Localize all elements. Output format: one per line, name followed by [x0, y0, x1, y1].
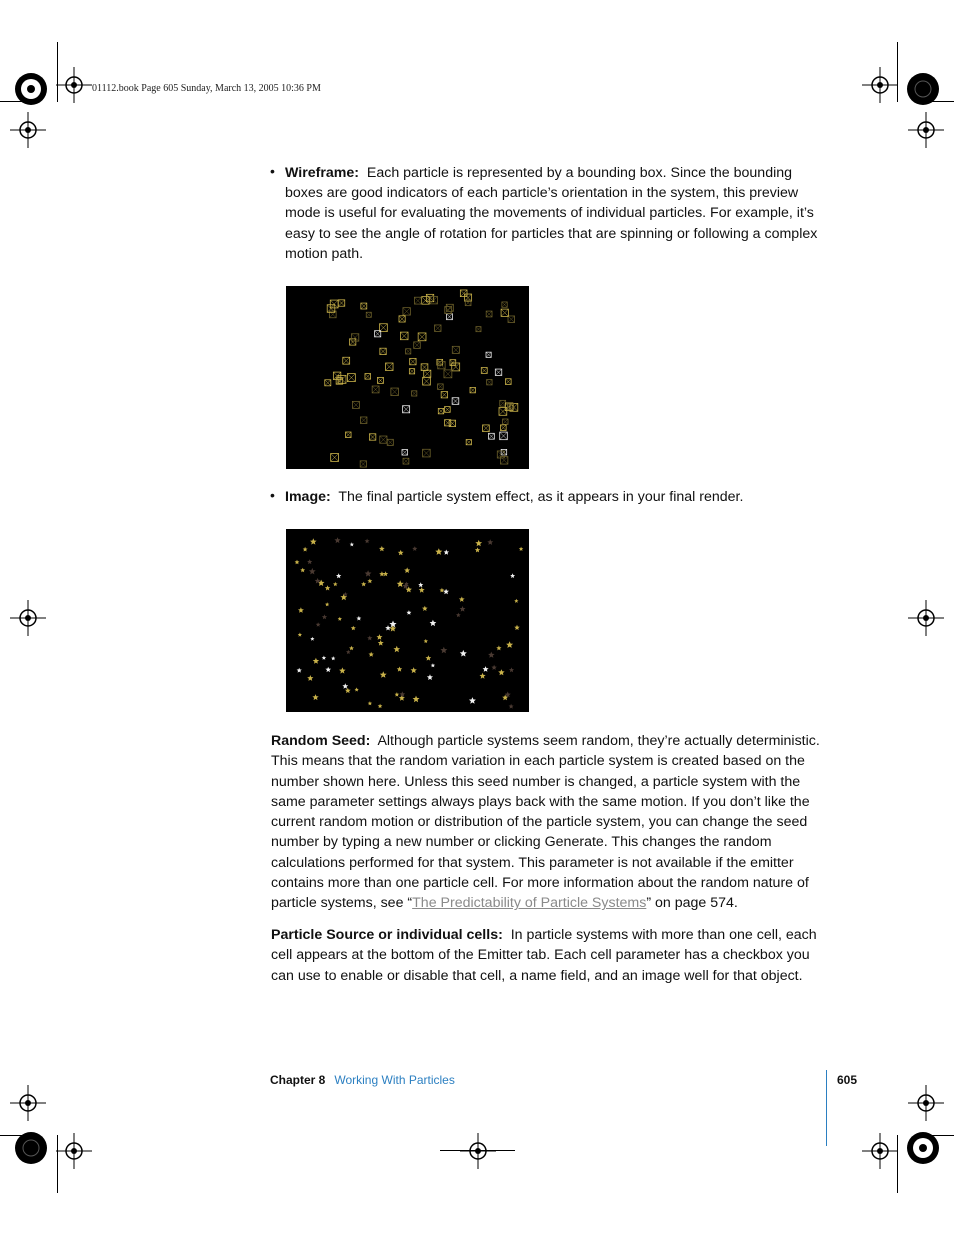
registration-target-icon	[10, 1085, 46, 1121]
print-header: 01112.book Page 605 Sunday, March 13, 2005 10:36 PM	[92, 83, 321, 94]
wireframe-particle	[360, 417, 366, 423]
footer-chapter	[270, 1073, 455, 1087]
star-particle	[440, 647, 447, 654]
wireframe-particle	[449, 420, 455, 426]
star-particle	[435, 548, 442, 555]
wireframe-particle	[372, 386, 379, 393]
wireframe-particle	[387, 439, 393, 445]
bullet-wireframe	[270, 163, 830, 264]
star-particle	[440, 588, 445, 593]
chapter-title-link[interactable]: Working With Particles	[334, 1073, 455, 1087]
star-particle	[488, 652, 495, 658]
random-seed-paragraph	[271, 731, 831, 914]
wireframe-particle	[352, 401, 359, 408]
star-particle	[377, 634, 383, 640]
star-particle	[395, 692, 400, 697]
wireframe-particle	[375, 331, 381, 337]
star-particle	[333, 582, 338, 586]
wireframe-particle	[369, 434, 375, 440]
star-particle	[491, 665, 496, 670]
wireframe-particle	[441, 392, 447, 398]
bullet-dot: •	[270, 163, 275, 179]
star-particle	[443, 589, 449, 595]
star-particle	[418, 582, 423, 587]
wireframe-particle	[495, 369, 501, 375]
wireframe-particle	[418, 333, 426, 341]
wireframe-particle	[330, 300, 338, 308]
wireframe-particle	[414, 342, 421, 349]
star-particle	[514, 625, 519, 630]
paragraph-tail: ” on page 574.	[646, 895, 738, 912]
star-particle	[475, 547, 480, 552]
bullet-text	[285, 487, 830, 507]
star-particle	[309, 568, 316, 575]
star-particle	[509, 667, 514, 672]
star-particle	[498, 669, 504, 675]
wireframe-particle	[499, 408, 507, 416]
star-particle	[426, 655, 432, 660]
wireframe-particle	[500, 400, 506, 406]
chapter-number: Chapter 8	[270, 1073, 326, 1087]
wireframe-particle	[343, 357, 350, 364]
star-particle	[390, 625, 397, 631]
star-particle	[325, 602, 329, 606]
star-particle	[422, 606, 428, 611]
wireframe-particle	[409, 369, 414, 374]
star-particle	[506, 641, 513, 648]
star-particle	[313, 658, 319, 664]
wireframe-particle	[423, 449, 431, 457]
paragraph-body: In particle systems with more than one cell, each cell appears at the bottom of the Emitter tab. Each cell parameter has a checkbox you can use to enable or disable that cell, a name field, and an image well for that object.	[271, 927, 817, 984]
star-particle	[351, 626, 356, 631]
wireframe-particle	[505, 379, 511, 385]
star-particle	[460, 650, 467, 657]
bullet-dot: •	[270, 487, 275, 503]
star-particle	[368, 701, 372, 705]
star-particle	[411, 667, 417, 673]
wireframe-particle	[500, 432, 508, 440]
star-particle	[325, 585, 331, 590]
star-particle	[419, 587, 425, 593]
star-particle	[430, 620, 437, 626]
star-particle	[456, 613, 461, 618]
wireframe-particle	[481, 368, 487, 374]
wireframe-particle	[366, 312, 371, 317]
wireframe-particle	[346, 432, 352, 438]
wireframe-preview-image	[286, 286, 529, 469]
star-particle	[336, 573, 341, 578]
term-label: Wireframe:	[285, 165, 359, 181]
wireframe-particle	[400, 332, 408, 340]
star-particle	[350, 542, 354, 546]
wireframe-particle	[410, 358, 416, 364]
star-particle	[412, 546, 417, 551]
star-particle	[297, 668, 302, 673]
bullet-image	[270, 487, 830, 507]
wireframe-particle	[452, 398, 459, 405]
wireframe-particle	[460, 290, 467, 297]
wireframe-particle	[502, 302, 507, 307]
star-particle	[367, 579, 372, 584]
star-particle	[398, 550, 404, 556]
wireframe-particle	[508, 316, 515, 323]
cross-reference-link[interactable]: The Predictability of Particle Systems	[412, 895, 647, 912]
wireframe-particle	[438, 384, 444, 390]
wireframe-particle	[501, 309, 508, 316]
star-particle	[367, 636, 372, 641]
term-label: Particle Source or individual cells:	[271, 927, 503, 943]
wireframe-particle	[360, 461, 366, 467]
registration-target-icon	[908, 112, 944, 148]
star-particle	[295, 560, 300, 565]
star-render-image	[286, 529, 529, 712]
wireframe-particle	[446, 304, 453, 311]
bullet-text	[285, 163, 830, 264]
wireframe-particle	[399, 316, 405, 322]
starburst-mark-icon	[14, 72, 48, 106]
wireframe-particle	[422, 297, 430, 305]
starburst-mark-icon	[906, 72, 940, 106]
star-particle	[365, 570, 372, 576]
particle-source-paragraph	[271, 925, 831, 986]
wireframe-particle	[402, 450, 408, 456]
star-particle	[325, 667, 331, 672]
wireframe-particle	[500, 425, 506, 431]
wireframe-particle	[503, 419, 508, 424]
wireframe-particle	[488, 433, 494, 439]
page-number: 605	[837, 1073, 858, 1087]
wireframe-particle	[403, 458, 409, 464]
wireframe-particle	[421, 364, 428, 371]
star-particle	[380, 671, 387, 678]
star-particle	[514, 599, 518, 603]
star-particle	[345, 688, 351, 694]
registration-target-icon	[10, 600, 46, 636]
wireframe-particle	[380, 348, 386, 354]
wireframe-particle	[486, 352, 491, 357]
registration-target-icon	[56, 67, 92, 103]
wireframe-particle	[501, 449, 507, 455]
wireframe-particle	[452, 346, 459, 353]
wireframe-particle	[445, 307, 452, 314]
starburst-mark-icon	[14, 1131, 48, 1165]
star-particle	[519, 547, 524, 551]
wireframe-particle	[424, 370, 431, 377]
wireframe-particle	[486, 311, 492, 317]
star-particle	[331, 656, 335, 660]
star-particle	[307, 675, 313, 681]
wireframe-particle	[386, 363, 394, 371]
star-particle	[378, 704, 383, 708]
star-particle	[496, 645, 501, 650]
star-particle	[397, 580, 404, 587]
registration-target-icon	[10, 112, 46, 148]
crop-mark	[440, 1150, 515, 1151]
wireframe-particle	[380, 436, 387, 443]
starburst-mark-icon	[906, 1131, 940, 1165]
star-particle	[460, 606, 466, 612]
star-particle	[365, 539, 370, 544]
star-particle	[312, 694, 318, 700]
star-particle	[427, 674, 433, 680]
star-particle	[338, 617, 342, 621]
star-particle	[444, 550, 450, 555]
star-particle	[510, 573, 515, 578]
wireframe-particle	[391, 388, 399, 396]
wireframe-particle	[414, 297, 421, 304]
registration-target-icon	[862, 67, 898, 103]
star-particle	[334, 537, 340, 543]
star-particle	[480, 673, 486, 679]
wireframe-particle	[406, 349, 411, 354]
star-particle	[300, 568, 305, 573]
paragraph-body: Although particle systems seem random, they’re actually deterministic. This means that the random variation in each particle system is created based on the number shown here. Unless this seed number is changed, a particle system with the same parameter settings always plays back with the same motion. If you don’t like the current random motion or distribution of the particle system, you can change the seed number by typing a new number or clicking Generate. This changes the random calculations performed for that system. This parameter is not available if the emitter contains more than one particle cell. For more information about the random nature of particle systems, see “	[271, 733, 820, 912]
wireframe-particle	[347, 374, 355, 382]
star-particle	[303, 547, 308, 552]
star-particle	[310, 538, 317, 544]
wireframe-particle	[365, 374, 371, 380]
star-particle	[404, 567, 410, 573]
wireframe-particle	[445, 407, 451, 413]
wireframe-particle	[447, 314, 453, 320]
registration-target-icon	[908, 1085, 944, 1121]
star-particle	[322, 614, 327, 619]
star-particle	[322, 656, 327, 660]
registration-target-icon	[862, 1133, 898, 1169]
wireframe-particle	[487, 379, 492, 384]
bullet-body: The final particle system effect, as it appears in your final render.	[338, 489, 744, 505]
star-particle	[483, 666, 489, 672]
wireframe-particle	[325, 380, 331, 386]
wireframe-particle	[483, 425, 490, 432]
registration-target-icon	[56, 1133, 92, 1169]
term-label: Random Seed:	[271, 733, 371, 749]
star-particle	[509, 704, 514, 709]
star-particle	[397, 667, 402, 672]
wireframe-particle	[470, 387, 475, 392]
star-particle	[361, 582, 366, 587]
star-particle	[307, 559, 312, 564]
wireframe-particle	[466, 440, 471, 445]
wireframe-particle	[476, 327, 481, 332]
wireframe-particle	[361, 303, 367, 309]
star-particle	[339, 667, 346, 673]
figure-image	[286, 529, 529, 712]
wireframe-particle	[438, 408, 443, 413]
star-particle	[369, 652, 374, 657]
star-particle	[407, 610, 412, 615]
wireframe-particle	[403, 406, 410, 413]
star-particle	[475, 540, 482, 546]
star-particle	[316, 622, 321, 627]
star-particle	[424, 639, 428, 643]
wireframe-particle	[423, 377, 431, 385]
star-particle	[310, 637, 314, 641]
star-particle	[400, 691, 406, 697]
wireframe-particle	[412, 391, 417, 396]
footer-divider	[826, 1070, 827, 1146]
wireframe-particle	[377, 377, 383, 383]
star-particle	[469, 697, 476, 704]
star-particle	[487, 539, 493, 545]
star-particle	[459, 597, 465, 602]
wireframe-particle	[444, 370, 452, 378]
star-particle	[379, 546, 385, 551]
star-particle	[298, 607, 304, 613]
star-particle	[355, 687, 359, 691]
registration-target-icon	[908, 600, 944, 636]
star-particle	[349, 646, 354, 651]
wireframe-particle	[331, 454, 339, 462]
term-label: Image:	[285, 489, 331, 505]
star-particle	[383, 571, 388, 576]
bullet-body: Each particle is represented by a bounding box. Since the bounding boxes are good indicators of each particle’s orientation in the system, this preview mode is useful for evaluating the movements of individual particles. For example, it’s easy to see the angle of rotation for particles that are spinning or following a complex motion path.	[285, 165, 818, 262]
figure-wireframe	[286, 286, 529, 469]
star-particle	[393, 646, 400, 652]
wireframe-particle	[351, 334, 358, 341]
star-particle	[298, 633, 302, 637]
star-particle	[413, 696, 420, 703]
star-particle	[356, 616, 361, 621]
star-particle	[378, 640, 384, 646]
star-particle	[431, 663, 435, 667]
star-particle	[346, 650, 351, 654]
registration-target-icon	[460, 1133, 496, 1169]
star-particle	[342, 683, 348, 689]
wireframe-particle	[403, 308, 410, 315]
wireframe-particle	[338, 300, 344, 306]
wireframe-particle	[434, 325, 440, 331]
